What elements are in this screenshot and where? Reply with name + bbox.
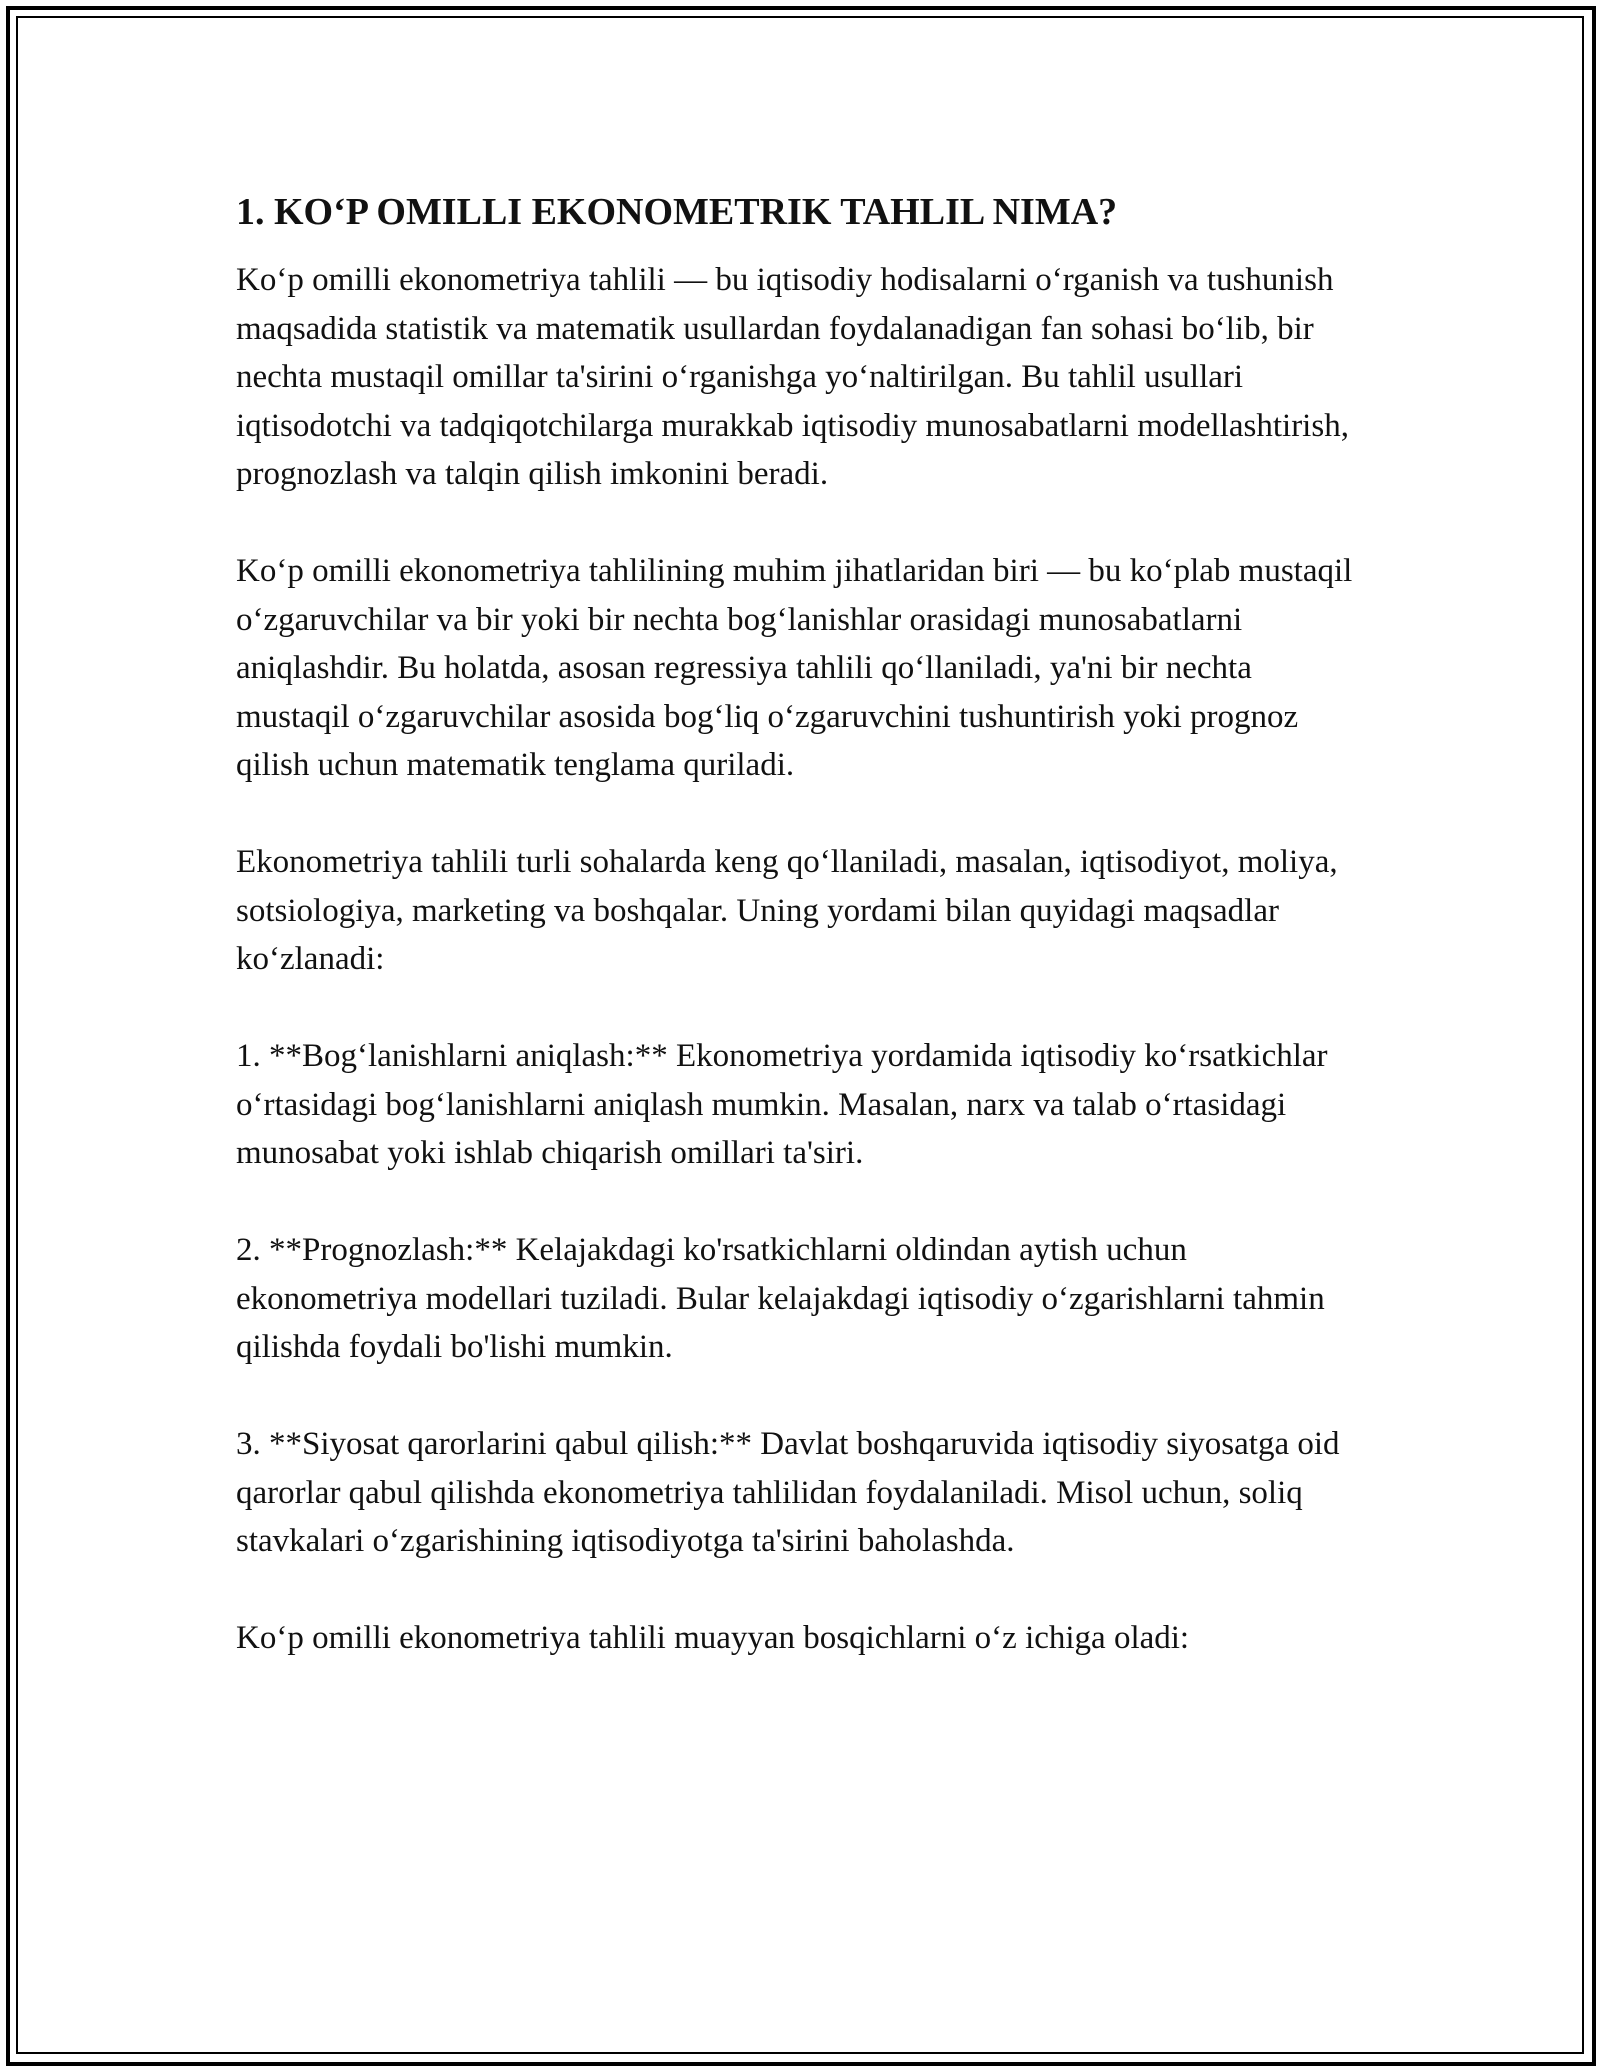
paragraph-stages: Ko‘p omilli ekonometriya tahlili muayyan bosqichlarni o‘z ichiga oladi:: [236, 1620, 1190, 1656]
document-body: [236, 186, 1366, 1711]
list-item-relationships: 1. **Bog‘lanishlarni aniqlash:** Ekonometriya yordamida iqtisodiy ko‘rsatkichlar o‘rtasidagi bog‘lanishlarni aniqlash mumkin. Masalan, narx va talab o‘rtasidagi munosabat yoki ishlab chiqarish omillari ta'siri.: [236, 1038, 1328, 1171]
paragraph-applications: Ekonometriya tahlili turli sohalarda keng qo‘llaniladi, masalan, iqtisodiyot, moliya, sotsiologiya, marketing va boshqalar. Uning yordami bilan quyidagi maqsadlar ko‘zlanadi:: [236, 844, 1338, 977]
paragraph-importance: Ko‘p omilli ekonometriya tahlilining muhim jihatlaridan biri — bu ko‘plab mustaqil o‘zgaruvchilar va bir yoki bir nechta bog‘lanishlar orasidagi munosabatlarni aniqlashdir. Bu holatda, asosan regressiya tahlili qo‘llaniladi, ya'ni bir nechta mustaqil o‘zgaruvchilar asosida bog‘liq o‘zgaruvchini tushuntirish yoki prognoz qilish uchun matematik tenglama quriladi.: [236, 553, 1353, 783]
list-item-forecasting: 2. **Prognozlash:** Kelajakdagi ko'rsatkichlarni oldindan aytish uchun ekonometriya modellari tuziladi. Bular kelajakdagi iqtisodiy o‘zgarishlarni tahmin qilishda foydali bo'lishi mumkin.: [236, 1232, 1325, 1365]
section-heading: 1. KO‘P OMILLI EKONOMETRIK TAHLIL NIMA?: [236, 191, 1118, 233]
paragraph-intro: Ko‘p omilli ekonometriya tahlili — bu iqtisodiy hodisalarni o‘rganish va tushunish maqsadida statistik va matematik usullardan foydalanadigan fan sohasi bo‘lib, bir nechta mustaqil omillar ta'sirini o‘rganishga yo‘naltirilgan. Bu tahlil usullari iqtisodotchi va tadqiqotchilarga murakkab iqtisodiy munosabatlarni modellashtirish, prognozlash va talqin qilish imkonini beradi.: [236, 262, 1349, 492]
list-item-policy-decisions: 3. **Siyosat qarorlarini qabul qilish:** Davlat boshqaruvida iqtisodiy siyosatga oid qarorlar qabul qilishda ekonometriya tahlilidan foydalaniladi. Misol uchun, soliq stavkalari o‘zgarishining iqtisodiyotga ta'sirini baholashda.: [236, 1426, 1340, 1559]
